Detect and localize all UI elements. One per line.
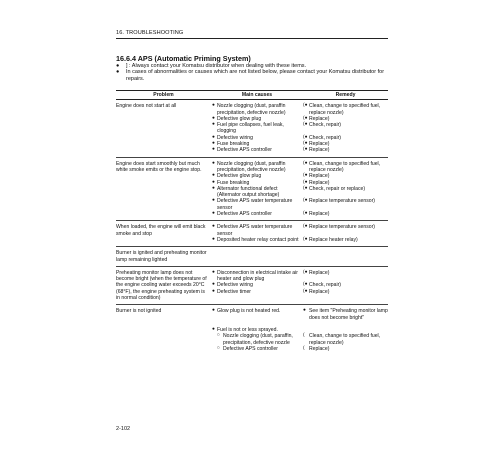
remedy-text: Check, repair) bbox=[309, 122, 341, 129]
bullet-icon: (● bbox=[303, 269, 308, 275]
bullet-icon: (● bbox=[303, 179, 308, 185]
bullet-icon: ● bbox=[303, 308, 306, 314]
remedy-cell bbox=[303, 186, 388, 199]
circle-bullet-icon: ○ bbox=[217, 333, 220, 339]
cause-text: Fuel is not or less sprayed. bbox=[217, 326, 278, 333]
remedy-text: Clean, change to specified fuel, replace nozzle) bbox=[309, 333, 381, 346]
bullet-icon: ● bbox=[212, 103, 215, 109]
bullet-icon: (● bbox=[303, 134, 308, 140]
bullet-icon: ● bbox=[212, 269, 215, 275]
bullet-icon: ● bbox=[212, 160, 215, 166]
table-header-row bbox=[116, 90, 388, 100]
bullet-icon: (● bbox=[303, 288, 308, 294]
cause-cell bbox=[211, 198, 303, 211]
cause-text: Defective wiring bbox=[217, 282, 253, 289]
problem-cell: Preheating monitor lamp does not become bright (when the temperature of the engine cooling water exceeds 20°C (68°F), the engine preheating system is in normal condition) bbox=[116, 269, 207, 302]
table-body bbox=[116, 100, 388, 355]
cause-text: Defective glow plug bbox=[217, 173, 262, 180]
table-row bbox=[116, 100, 388, 157]
cause-text: Glow plug is not heated red. bbox=[217, 308, 281, 315]
bullet-icon: ● bbox=[212, 236, 215, 242]
bullet-icon: ● bbox=[212, 141, 215, 147]
bullet-icon: ● bbox=[116, 69, 120, 76]
header-problem: Problem bbox=[153, 92, 174, 98]
remedy-text: Clean, change to specified fuel, replace nozzle) bbox=[309, 160, 381, 173]
remedy-text: Replace) bbox=[309, 211, 330, 218]
remedy-cell bbox=[303, 161, 388, 174]
problem-cell: Burner is not ignited bbox=[116, 308, 162, 315]
cause-cell bbox=[211, 186, 303, 199]
cause-remedy-pair bbox=[211, 186, 388, 199]
remedy-text: Replace) bbox=[309, 269, 330, 276]
cause-text: Defective APS water temperature sensor bbox=[217, 224, 293, 237]
problem-cell: When loaded, the engine will emit black smoke and stop bbox=[116, 224, 206, 237]
remedy-cell bbox=[303, 289, 388, 295]
cause-text: Nozzle clogging (dust, paraffin precipitation, defective nozzle) bbox=[217, 103, 286, 116]
bullet-icon: (● bbox=[303, 282, 308, 288]
remedy-cell bbox=[303, 103, 388, 116]
problem-cell: Engine does not start at all bbox=[116, 103, 177, 110]
remedy-text: Replace) bbox=[309, 345, 330, 352]
header-remedy: Remedy bbox=[335, 92, 356, 98]
cause-text: Fuse breaking bbox=[217, 179, 250, 186]
remedy-text: See item "Preheating monitor lamp does not become bright" bbox=[309, 308, 388, 321]
remedy-text: Replace temperature sensor) bbox=[309, 198, 375, 205]
bullet-icon: ● bbox=[212, 173, 215, 179]
cause-text: Disconnection in electrical intake air heater and glow plug bbox=[217, 269, 298, 283]
paren-marker-icon: ( bbox=[303, 345, 305, 351]
cause-text: Defective timer bbox=[217, 288, 251, 295]
cause-cell bbox=[211, 122, 303, 135]
table-row bbox=[116, 267, 388, 305]
note-text: In cases of abnormalities or causes which are not listed below, please contact your Komatsu distributor for repairs. bbox=[126, 69, 385, 82]
section-title: 16.6.4 APS (Automatic Priming System) bbox=[116, 54, 251, 63]
table-row bbox=[116, 221, 388, 247]
cause-remedy-pair bbox=[211, 237, 388, 243]
cause-cell bbox=[211, 346, 303, 352]
cause-remedy-pair bbox=[211, 122, 388, 135]
remedy-cell bbox=[303, 308, 388, 321]
note-item bbox=[116, 69, 392, 82]
problem-cell bbox=[116, 327, 211, 352]
cause-cell bbox=[211, 211, 303, 217]
remedy-cell bbox=[303, 333, 388, 346]
cause-remedy-pair bbox=[211, 289, 388, 295]
bullet-icon: (● bbox=[303, 103, 308, 109]
table-row bbox=[116, 324, 388, 355]
cause-remedy-group bbox=[211, 250, 388, 263]
remedy-text: Replace) bbox=[309, 288, 330, 295]
remedy-text: Check, repair) bbox=[309, 134, 341, 141]
bullet-icon: ● bbox=[212, 211, 215, 217]
chapter-header: 16. TROUBLESHOOTING bbox=[116, 30, 388, 39]
cause-text: Fuel pipe collapses, fuel leak, clogging bbox=[217, 122, 284, 135]
cause-cell bbox=[211, 103, 303, 116]
cause-cell bbox=[211, 161, 303, 174]
cause-text: Defective APS controller bbox=[217, 147, 272, 154]
cause-remedy-pair bbox=[211, 103, 388, 116]
cause-remedy-group bbox=[211, 161, 388, 218]
bullet-icon: ● bbox=[212, 224, 215, 230]
bullet-icon: ● bbox=[212, 185, 215, 191]
cause-remedy-pair bbox=[211, 270, 388, 283]
remedy-text: Replace) bbox=[309, 179, 330, 186]
bullet-icon: ● bbox=[212, 308, 215, 314]
remedy-text: Replace heater relay) bbox=[309, 236, 358, 243]
cause-text: Defective APS controller bbox=[223, 345, 278, 352]
cause-cell bbox=[211, 289, 303, 295]
remedy-cell bbox=[303, 198, 388, 211]
bullet-icon: ● bbox=[116, 63, 120, 69]
cause-remedy-group bbox=[211, 308, 388, 321]
cause-text: Defective APS water temperature sensor bbox=[217, 198, 293, 211]
cause-remedy-pair bbox=[211, 224, 388, 237]
problem-cell: Engine does start smoothly but much white smoke emits or the engine stop. bbox=[116, 160, 202, 173]
cause-remedy-group bbox=[211, 270, 388, 301]
bullet-icon: ● bbox=[212, 115, 215, 121]
cause-cell bbox=[211, 237, 303, 243]
cause-text: Deposited heater relay contact point bbox=[217, 236, 299, 243]
remedy-text: Check, repair or replace) bbox=[309, 185, 366, 192]
page-number: 2-102 bbox=[116, 426, 131, 432]
remedy-text: Replace) bbox=[309, 115, 330, 122]
bullet-icon: ● bbox=[212, 179, 215, 185]
bullet-icon: (● bbox=[303, 115, 308, 121]
cause-text: Fuse breaking bbox=[217, 141, 250, 148]
circle-bullet-icon: ○ bbox=[217, 345, 220, 351]
bullet-icon: (● bbox=[303, 236, 308, 242]
cause-cell bbox=[211, 308, 303, 321]
cause-text: Alternator functional defect (Alternator output shortage) bbox=[217, 185, 280, 199]
cause-remedy-pair bbox=[211, 308, 388, 321]
remedy-text: Clean, change to specified fuel, replace nozzle) bbox=[309, 103, 381, 116]
remedy-text: Replace) bbox=[309, 141, 330, 148]
notes-list bbox=[116, 63, 392, 82]
cause-text: Defective APS controller bbox=[217, 211, 272, 218]
remedy-cell bbox=[303, 147, 388, 153]
remedy-cell bbox=[303, 346, 388, 352]
cause-remedy-group bbox=[211, 327, 388, 352]
remedy-cell bbox=[303, 237, 388, 243]
bullet-icon: (● bbox=[303, 224, 308, 230]
remedy-text: Replace) bbox=[309, 173, 330, 180]
cause-cell bbox=[211, 333, 303, 346]
bullet-icon: (● bbox=[303, 198, 308, 204]
remedy-text: Replace) bbox=[309, 147, 330, 154]
paren-marker-icon: ( bbox=[303, 333, 305, 339]
bullet-icon: ● bbox=[212, 122, 215, 128]
bullet-icon: ● bbox=[212, 282, 215, 288]
remedy-cell bbox=[303, 270, 388, 283]
cause-cell bbox=[211, 147, 303, 153]
bullet-icon: ● bbox=[212, 288, 215, 294]
cause-text: Defective wiring bbox=[217, 134, 253, 141]
bullet-icon: (● bbox=[303, 160, 308, 166]
cause-text: Defective glow plug bbox=[217, 115, 262, 122]
cause-remedy-pair bbox=[211, 147, 388, 153]
cause-remedy-group bbox=[211, 224, 388, 243]
note-text: ] : Always contact your Komatsu distributor when dealing with these items. bbox=[126, 63, 307, 69]
cause-cell bbox=[211, 224, 303, 237]
cause-remedy-group bbox=[211, 103, 388, 153]
bullet-icon: (● bbox=[303, 141, 308, 147]
cause-remedy-pair bbox=[211, 211, 388, 217]
cause-remedy-pair bbox=[211, 333, 388, 346]
bullet-icon: ● bbox=[212, 198, 215, 204]
bullet-icon: ● bbox=[212, 326, 215, 332]
remedy-cell bbox=[303, 224, 388, 237]
cause-text: Nozzle clogging (dust, paraffin precipitation, defective nozzle) bbox=[217, 160, 286, 173]
bullet-icon: ● bbox=[212, 134, 215, 140]
remedy-cell bbox=[303, 211, 388, 217]
bullet-icon: (● bbox=[303, 147, 308, 153]
problem-cell: Burner is ignited and preheating monitor lamp remaining lighted bbox=[116, 250, 207, 263]
remedy-text: Check, repair) bbox=[309, 282, 341, 289]
cause-remedy-pair bbox=[211, 198, 388, 211]
bullet-icon: ● bbox=[212, 147, 215, 153]
cause-text: Nozzle clogging (dust, paraffin, precipitation, defective nozzle bbox=[223, 333, 293, 346]
cause-remedy-pair bbox=[211, 161, 388, 174]
bullet-icon: (● bbox=[303, 122, 308, 128]
header-main-causes: Main causes bbox=[241, 92, 273, 98]
table-row bbox=[116, 158, 388, 222]
troubleshooting-table bbox=[116, 90, 388, 355]
bullet-icon: (● bbox=[303, 185, 308, 191]
table-row bbox=[116, 247, 388, 267]
remedy-text: Replace temperature sensor) bbox=[309, 224, 375, 231]
remedy-cell bbox=[303, 122, 388, 135]
table-row bbox=[116, 305, 388, 324]
bullet-icon: (● bbox=[303, 211, 308, 217]
cause-cell bbox=[211, 270, 303, 283]
bullet-icon: (● bbox=[303, 173, 308, 179]
cause-remedy-pair bbox=[211, 346, 388, 352]
